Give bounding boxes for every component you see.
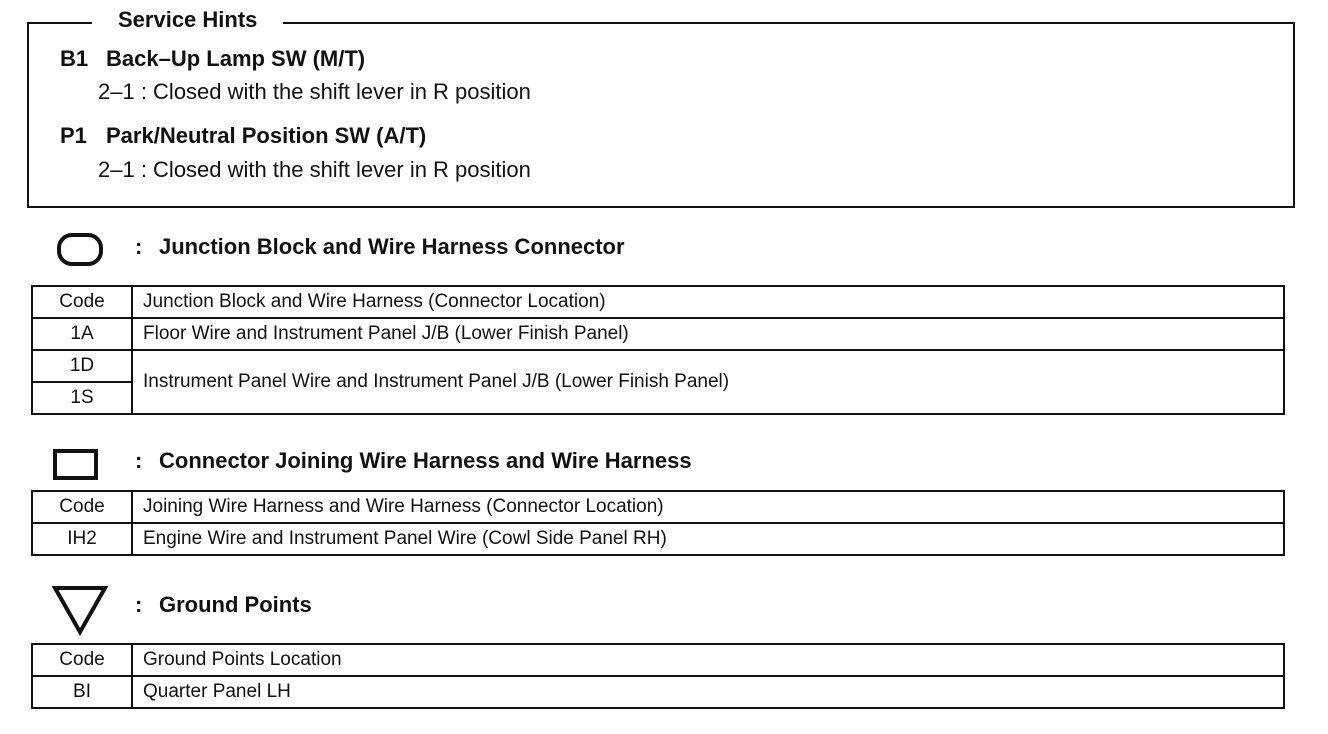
table-row (32, 318, 1284, 350)
hint-code: P1 (60, 123, 87, 148)
junction-heading-text: Junction Block and Wire Harness Connector (159, 234, 625, 259)
table-row (32, 523, 1284, 555)
connector-heading-text: Connector Joining Wire Harness and Wire Harness (159, 448, 692, 473)
rectangle-icon (52, 448, 100, 482)
connector-table (31, 490, 1285, 556)
hint-b1-detail: 2–1 : Closed with the shift lever in R position (98, 79, 531, 104)
hint-b1-heading (60, 45, 365, 73)
section-colon: : (135, 592, 143, 617)
table-row (32, 676, 1284, 708)
ground-table (31, 643, 1285, 709)
location-cell: Engine Wire and Instrument Panel Wire (Cowl Side Panel RH) (132, 523, 1284, 555)
location-cell: Instrument Panel Wire and Instrument Panel J/B (Lower Finish Panel) (132, 350, 1284, 414)
hint-name: Park/Neutral Position SW (A/T) (106, 123, 427, 148)
hint-name: Back–Up Lamp SW (M/T) (106, 46, 366, 71)
junction-section-heading (135, 233, 625, 261)
hint-p1-heading (60, 122, 426, 150)
table-header-row (32, 644, 1284, 676)
connector-section-heading (135, 447, 692, 475)
section-colon: : (135, 234, 143, 259)
location-header: Junction Block and Wire Harness (Connector Location) (132, 286, 1284, 318)
section-colon: : (135, 448, 143, 473)
ground-heading-text: Ground Points (159, 592, 312, 617)
code-cell: 1D (32, 350, 132, 382)
service-hints-title: Service Hints (92, 6, 283, 34)
location-cell: Floor Wire and Instrument Panel J/B (Lower Finish Panel) (132, 318, 1284, 350)
code-cell: 1A (32, 318, 132, 350)
down-triangle-icon (52, 585, 110, 637)
hint-code: B1 (60, 46, 89, 71)
location-header: Joining Wire Harness and Wire Harness (Connector Location) (132, 491, 1284, 523)
code-cell: IH2 (32, 523, 132, 555)
code-cell: BI (32, 676, 132, 708)
hint-p1-detail: 2–1 : Closed with the shift lever in R position (98, 157, 531, 182)
table-header-row (32, 286, 1284, 318)
location-header: Ground Points Location (132, 644, 1284, 676)
table-header-row (32, 491, 1284, 523)
table-row (32, 350, 1284, 382)
rounded-oval-icon (56, 232, 104, 268)
junction-table (31, 285, 1285, 415)
code-header: Code (32, 286, 132, 318)
ground-section-heading (135, 591, 312, 619)
location-cell: Quarter Panel LH (132, 676, 1284, 708)
code-header: Code (32, 491, 132, 523)
code-header: Code (32, 644, 132, 676)
code-cell: 1S (32, 382, 132, 414)
